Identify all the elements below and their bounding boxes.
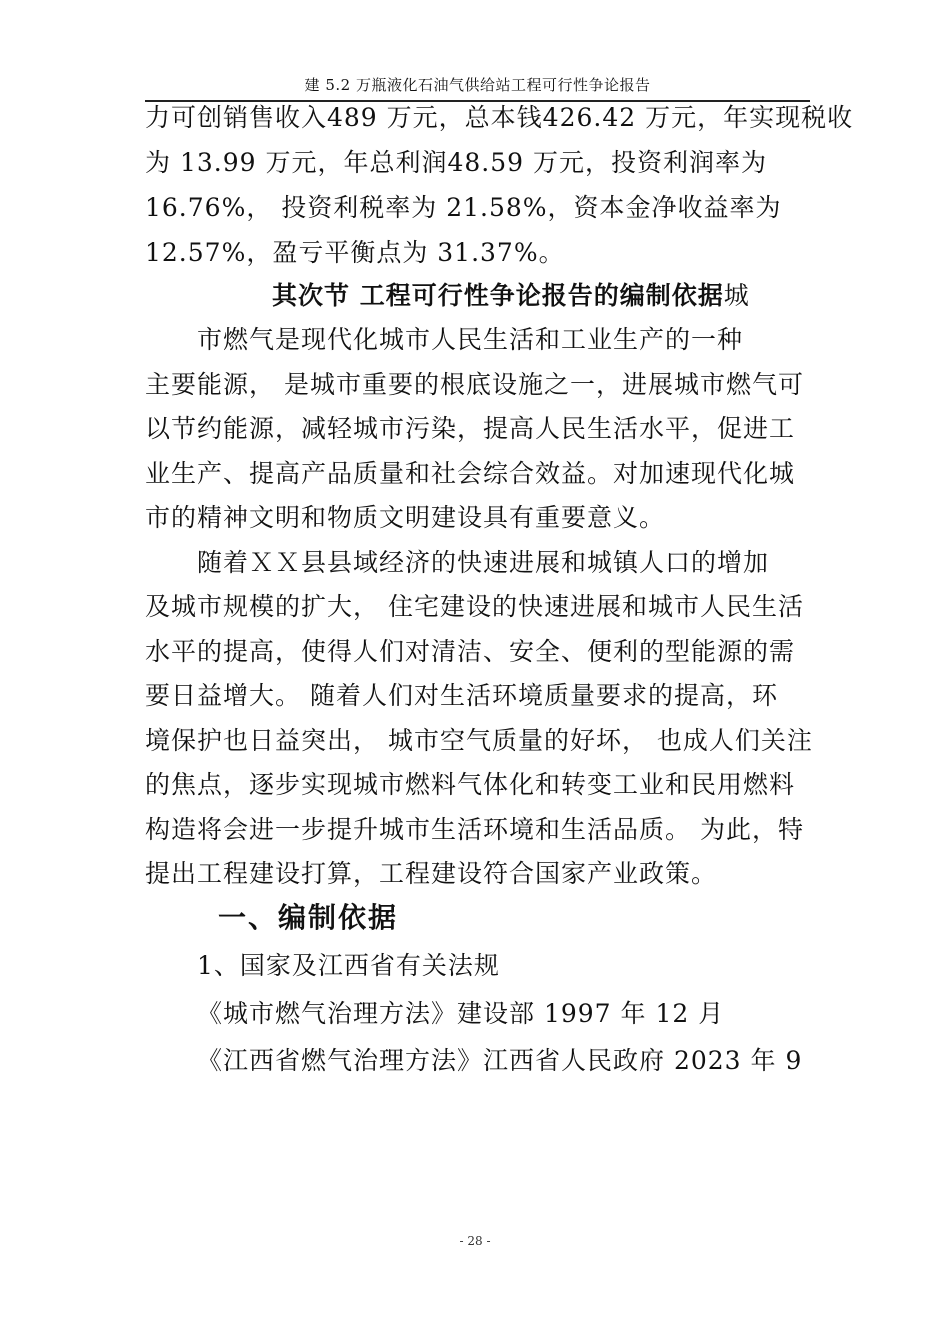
section-heading-tail: 城: [723, 281, 750, 310]
body-line: 为 13.99 万元，年总利润48.59 万元，投资利润率为: [145, 148, 767, 177]
section-heading-text: 其次节 工程可行性争论报告的编制依据: [272, 281, 724, 310]
body-line: 力可创销售收入489 万元，总本钱426.42 万元，年实现税收: [145, 103, 854, 132]
page-number: - 28 -: [459, 1234, 491, 1248]
heading-compilation-basis: 一、编制依据: [218, 901, 399, 934]
body-line: 提出工程建设打算，工程建设符合国家产业政策。: [145, 859, 718, 888]
body-line: 以节约能源，减轻城市污染，提高人民生活水平，促进工: [145, 414, 796, 443]
law-reference: 《城市燃气治理方法》建设部 1997 年 12 月: [197, 999, 725, 1028]
body-line: 境保护也日益突出， 城市空气质量的好坏， 也成人们关注: [145, 726, 813, 755]
body-line: 业生产、提高产品质量和社会综合效益。对加速现代化城: [145, 459, 796, 488]
body-line: 市燃气是现代化城市人民生活和工业生产的一种: [197, 325, 744, 354]
section-heading: [272, 278, 750, 314]
body-line: 12.57%，盈亏平衡点为 31.37%。: [145, 238, 565, 267]
body-line: 构造将会进一步提升城市生活环境和生活品质。 为此，特: [145, 815, 804, 844]
body-line: 随着ＸＸ县县域经济的快速进展和城镇人口的增加: [197, 548, 770, 577]
body-line: 要日益增大。 随着人们对生活环境质量要求的提高，环: [145, 681, 778, 710]
body-line: 及城市规模的扩大， 住宅建设的快速进展和城市人民生活: [145, 592, 804, 621]
page-header: 建 5.2 万瓶液化石油气供给站工程可行性争论报告: [145, 74, 810, 102]
law-reference: 《江西省燃气治理方法》江西省人民政府 2023 年 9: [197, 1046, 803, 1075]
body-line: 主要能源， 是城市重要的根底设施之一，进展城市燃气可: [145, 370, 804, 399]
body-line: 16.76%， 投资利税率为 21.58%，资本金净收益率为: [145, 193, 782, 222]
body-line: 的焦点，逐步实现城市燃料气体化和转变工业和民用燃料: [145, 770, 796, 799]
body-line: 市的精神文明和物质文明建设具有重要意义。: [145, 503, 666, 532]
body-line: 水平的提高，使得人们对清洁、安全、便利的型能源的需: [145, 637, 796, 666]
list-item-laws: 1、国家及江西省有关法规: [197, 951, 500, 980]
